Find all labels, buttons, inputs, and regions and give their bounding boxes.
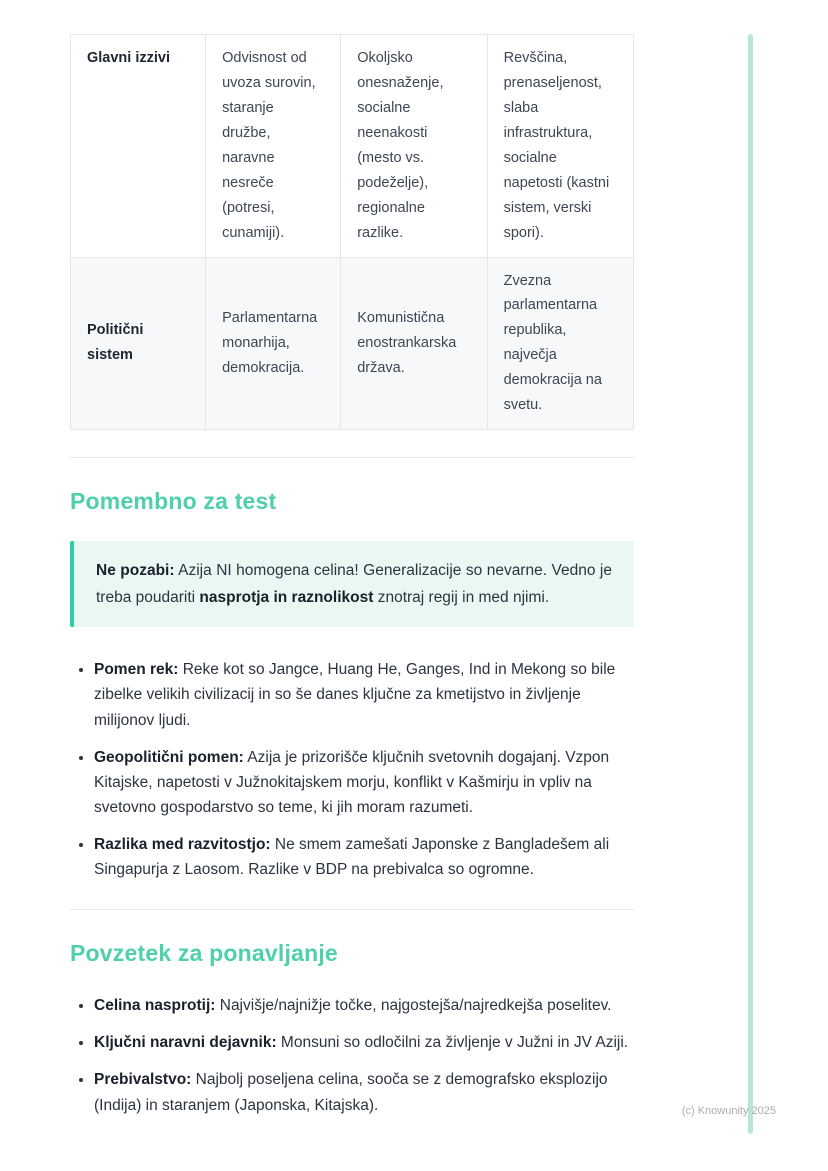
callout-bold-emphasis: nasprotja in raznolikost	[199, 589, 374, 607]
list-item	[94, 657, 634, 732]
bullet-label: Razlika med razvitostjo:	[94, 836, 271, 854]
callout-text	[96, 557, 612, 611]
bullet-text: Azija je prizorišče ključnih svetovnih dogajanj. Vzpon Kitajske, napetosti v Južnokitajskem morju, konflikt v Kašmirju in vpliv na svetovno gospodarstvo so teme, ki jih moram razumeti.	[94, 748, 610, 816]
bullet-text: Monsuni so odločilni za življenje v Južni in JV Aziji.	[276, 1034, 629, 1052]
callout-bold-lead: Ne pozabi:	[96, 562, 175, 580]
callout-text-segment: znotraj regij in med njimi.	[373, 589, 550, 607]
scrollbar[interactable]	[748, 34, 753, 1134]
bullet-label: Geopolitični pomen:	[94, 748, 244, 766]
table-cell: Zvezna parlamentarna republika, največja demokracija na svetu.	[487, 257, 633, 430]
callout-text-segment: Azija NI homogena celina! Generalizacije so nevarne. Vedno je treba poudariti	[96, 562, 612, 607]
bullet-text: Najvišje/najnižje točke, najgostejša/najredkejša poselitev.	[215, 997, 612, 1015]
section-heading-summary: Povzetek za ponavljanje	[70, 940, 338, 967]
table-row	[71, 257, 634, 430]
list-item	[94, 745, 634, 820]
table-row	[71, 35, 634, 258]
list-item	[94, 993, 634, 1018]
bullet-label: Prebivalstvo:	[94, 1071, 192, 1089]
table-cell: Odvisnost od uvoza surovin, staranje družbe, naravne nesreče (potresi, cunamiji).	[206, 35, 341, 258]
bullet-label: Pomen rek:	[94, 661, 179, 679]
table-cell: Komunistična enostrankarska država.	[341, 257, 487, 430]
callout-note	[70, 541, 634, 627]
test-bullet-list	[70, 657, 634, 882]
watermark: (c) Knowunity 2025	[681, 1105, 776, 1117]
bullet-label: Celina nasprotij:	[94, 997, 216, 1015]
list-item	[94, 832, 634, 882]
bullet-text: Ne smem zamešati Japonske z Bangladešem ali Singapurja z Laosom. Razlike v BDP na prebivalca so ogromne.	[94, 836, 610, 879]
bullet-text: Reke kot so Jangce, Huang He, Ganges, Ind in Mekong so bile zibelke velikih civilizacij in so še danes ključne za kmetijstvo in življenje milijonov ljudi.	[94, 661, 616, 729]
list-item	[94, 1030, 634, 1055]
section-heading-test: Pomembno za test	[70, 488, 277, 515]
bullet-text: Najbolj poseljena celina, sooča se z demografsko eksplozijo (Indija) in staranjem (Japonska, Kitajska).	[94, 1071, 608, 1114]
list-item	[94, 1067, 634, 1117]
comparison-table	[70, 34, 634, 430]
summary-bullet-list	[70, 993, 634, 1117]
divider	[70, 909, 634, 910]
row-header: Glavni izzivi	[71, 35, 206, 258]
document-content	[70, 0, 634, 1130]
bullet-label: Ključni naravni dejavnik:	[94, 1034, 277, 1052]
row-header: Politični sistem	[71, 257, 206, 430]
table-cell: Okoljsko onesnaženje, socialne neenakosti (mesto vs. podeželje), regionalne razlike.	[341, 35, 487, 258]
table-cell: Revščina, prenaseljenost, slaba infrastruktura, socialne napetosti (kastni sistem, verski spori).	[487, 35, 633, 258]
table-cell: Parlamentarna monarhija, demokracija.	[206, 257, 341, 430]
divider	[70, 457, 634, 458]
